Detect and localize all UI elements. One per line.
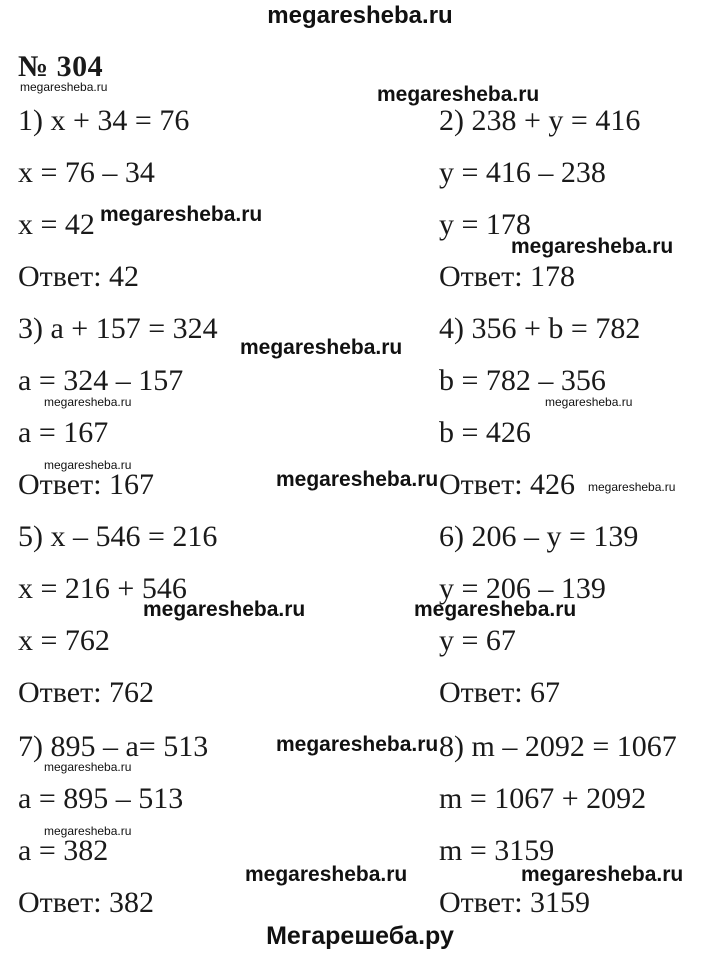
problem-8-answer: Ответ: 3159: [439, 886, 591, 919]
watermark: megaresheba.ru: [521, 863, 684, 886]
problem-1-result: x = 42: [18, 208, 95, 241]
problem-4-answer: Ответ: 426: [439, 468, 576, 501]
problem-5-result: x = 762: [18, 624, 110, 657]
problem-8-result: m = 3159: [439, 834, 555, 867]
watermark: megaresheba.ru: [276, 468, 439, 491]
problem-6-equation: 6) 206 – y = 139: [439, 520, 639, 553]
problem-1-answer: Ответ: 42: [18, 260, 140, 293]
watermark: megaresheba.ru: [245, 863, 408, 886]
problem-7-equation: 7) 895 – a= 513: [18, 730, 209, 763]
problem-6-answer: Ответ: 67: [439, 676, 561, 709]
watermark-small: megaresheba.ru: [545, 395, 633, 409]
watermark-small: megaresheba.ru: [44, 824, 132, 838]
problem-2-result: y = 178: [439, 208, 531, 241]
site-header: megaresheba.ru: [267, 2, 453, 29]
problem-2-answer: Ответ: 178: [439, 260, 576, 293]
problem-3-result: a = 167: [18, 416, 109, 449]
watermark-small: megaresheba.ru: [44, 395, 132, 409]
watermark-small: megaresheba.ru: [44, 760, 132, 774]
problem-4-equation: 4) 356 + b = 782: [439, 312, 641, 345]
problem-3-equation: 3) a + 157 = 324: [18, 312, 218, 345]
watermark-small: megaresheba.ru: [588, 480, 676, 494]
problem-5-step: x = 216 + 546: [18, 572, 187, 605]
problem-8-step: m = 1067 + 2092: [439, 782, 647, 815]
watermark: megaresheba.ru: [276, 733, 439, 756]
problem-5-answer: Ответ: 762: [18, 676, 155, 709]
problem-6-result: y = 67: [439, 624, 516, 657]
watermark: megaresheba.ru: [143, 598, 306, 621]
problem-6-step: y = 206 – 139: [439, 572, 606, 605]
problem-8-equation: 8) m – 2092 = 1067: [439, 730, 677, 763]
watermark: megaresheba.ru: [240, 336, 403, 359]
problem-1-step: x = 76 – 34: [18, 156, 155, 189]
problem-7-answer: Ответ: 382: [18, 886, 155, 919]
problem-7-result: a = 382: [18, 834, 109, 867]
problem-3-step: a = 324 – 157: [18, 364, 184, 397]
problem-1-equation: 1) x + 34 = 76: [18, 104, 190, 137]
problem-2-step: y = 416 – 238: [439, 156, 606, 189]
watermark-small: megaresheba.ru: [20, 80, 108, 94]
task-number: № 304: [18, 50, 104, 83]
watermark: megaresheba.ru: [511, 235, 674, 258]
watermark-small: megaresheba.ru: [44, 458, 132, 472]
problem-7-step: a = 895 – 513: [18, 782, 184, 815]
watermark: megaresheba.ru: [100, 203, 263, 226]
problem-2-equation: 2) 238 + y = 416: [439, 104, 641, 137]
site-footer: Мегарешеба.ру: [266, 922, 454, 950]
watermark: megaresheba.ru: [377, 83, 540, 106]
problem-4-step: b = 782 – 356: [439, 364, 606, 397]
problem-3-answer: Ответ: 167: [18, 468, 155, 501]
watermark: megaresheba.ru: [414, 598, 577, 621]
problem-4-result: b = 426: [439, 416, 531, 449]
problem-5-equation: 5) x – 546 = 216: [18, 520, 218, 553]
